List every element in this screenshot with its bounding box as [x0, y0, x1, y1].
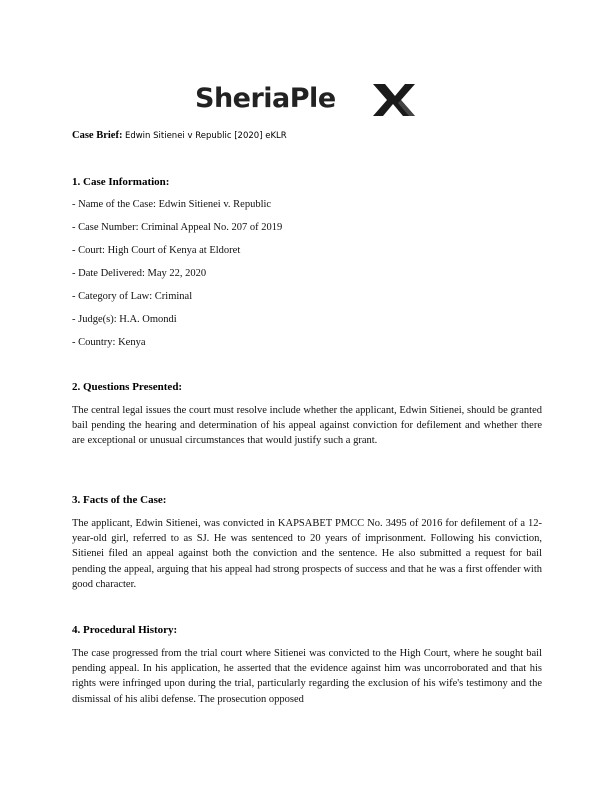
sheriaplex-logo — [195, 80, 417, 120]
x-mark-logo-icon — [371, 82, 417, 118]
logo-wordmark: SheriaPle — [195, 83, 336, 114]
case-brief-label: Case Brief: — [72, 130, 123, 141]
section-heading-procedural-history: 4. Procedural History: — [72, 624, 178, 636]
case-info-item: - Country: Kenya — [72, 337, 146, 348]
case-info-item: - Name of the Case: Edwin Sitienei v. Republic — [72, 199, 272, 210]
facts-text: The applicant, Edwin Sitienei, was convicted in KAPSABET PMCC No. 3495 of 2016 for defilement of a 12-year-old girl, referred to as SJ. He was sentenced to 20 years of imprisonment. Following his conviction, Sitienei filed an appeal against both the conviction and the sentence. He also submitted a request for bail pending the appeal, arguing that his appeal had strong prospects of success and that he was a first offender with good character. — [72, 518, 542, 590]
case-info-item: - Judge(s): H.A. Omondi — [72, 314, 177, 325]
case-info-item: - Category of Law: Criminal — [72, 291, 193, 302]
section-heading-questions-presented: 2. Questions Presented: — [72, 381, 183, 393]
case-brief-title: Edwin Sitienei v Republic [2020] eKLR — [124, 131, 287, 141]
questions-presented-text: The central legal issues the court must resolve include whether the applicant, Edwin Sitienei, should be granted bail pending the hearing and determination of his appeal against conviction for defilement and whether there are exceptional or unusual circumstances that would justify such a grant. — [72, 405, 542, 447]
section-heading-case-information: 1. Case Information: — [72, 176, 170, 188]
procedural-history-text: The case progressed from the trial court where Sitienei was convicted to the High Court, where he sought bail pending appeal. In his application, he asserted that the evidence against him was uncorroborated and that his rights were infringed upon during the trial, particularly regarding the exclusion of his wife's testimony and the dismissal of his alibi defense. The prosecution opposed — [72, 648, 542, 705]
case-info-item: - Case Number: Criminal Appeal No. 207 of 2019 — [72, 222, 283, 233]
section-heading-facts: 3. Facts of the Case: — [72, 494, 167, 506]
case-info-item: - Court: High Court of Kenya at Eldoret — [72, 245, 241, 256]
case-brief-line — [72, 130, 287, 141]
case-info-item: - Date Delivered: May 22, 2020 — [72, 268, 207, 279]
